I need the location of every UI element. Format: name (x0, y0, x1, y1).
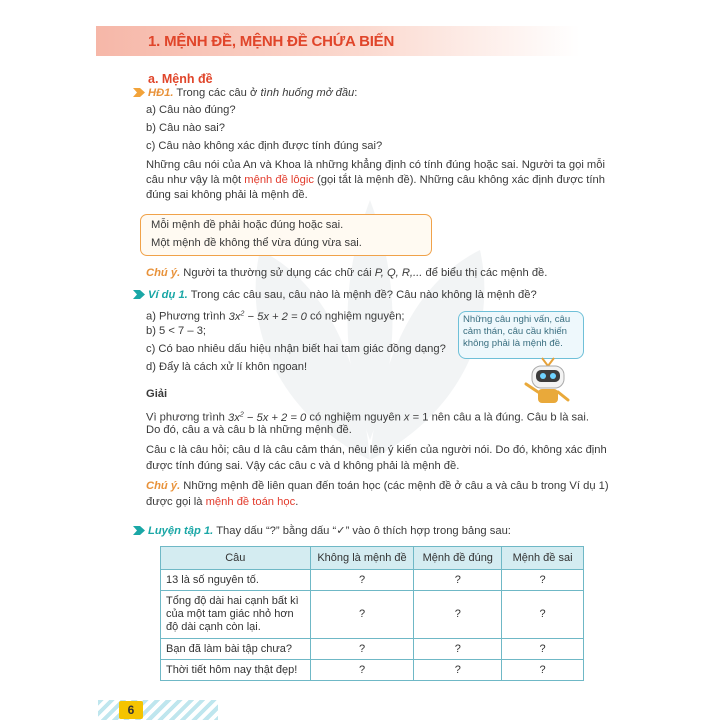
cell-answer[interactable]: ? (502, 591, 584, 639)
vd1-item-a: a) Phương trình $3x^2 - 5x + 2 = 0$ có nghiệm nguyên; (146, 310, 405, 323)
para1-line2: câu như vậy là một mệnh đề lôgic (gọi tắt là mệnh đề). Những câu không xác định được tính (146, 174, 605, 186)
col-header-khong-la-menh-de: Không là mệnh đề (310, 547, 414, 570)
practice-table (160, 546, 584, 681)
col-header-menh-de-dung: Mệnh đề đúng (414, 547, 502, 570)
solution-line3: Câu c là câu hỏi; câu d là câu cảm thán, nêu lên ý kiến của người nói. Do đó, không xác định (146, 444, 607, 456)
cell-answer[interactable]: ? (414, 591, 502, 639)
lt1-line: Luyện tập 1. Thay dấu “?” bằng dấu “✓” vào ô thích hợp trong bảng sau: (133, 524, 511, 539)
cell-cau: 13 là số nguyên tố. (161, 570, 311, 591)
para1-line1: Những câu nói của An và Khoa là những khẳng định có tính đúng hoặc sai. Người ta gọi mỗi (146, 159, 605, 171)
note2-tag: Chú ý. (146, 480, 181, 492)
robot-mascot-icon (518, 356, 578, 406)
hd1-question-c: c) Câu nào không xác định được tính đúng sai? (146, 140, 383, 152)
vd1-item-d: d) Đẩy là cách xử lí khôn ngoan! (146, 361, 308, 373)
cell-answer[interactable]: ? (310, 639, 414, 660)
cell-answer[interactable]: ? (414, 639, 502, 660)
cell-cau: Bạn đã làm bài tập chưa? (161, 639, 311, 660)
vd1-item-c: c) Có bao nhiêu dấu hiệu nhận biết hai tam giác đồng dạng? (146, 343, 446, 355)
page-footer-stripe (98, 700, 218, 720)
page-number: 6 (119, 701, 143, 719)
note1: Chú ý. Người ta thường sử dụng các chữ cái P, Q, R,... để biểu thị các mệnh đề. (146, 267, 548, 279)
solution-line2: Do đó, câu a và câu b là những mệnh đề. (146, 424, 352, 436)
hd1-intro: Trong các câu ở (176, 87, 258, 99)
section-subtitle: a. Mệnh đề (148, 72, 213, 86)
hd1-question-b: b) Câu nào sai? (146, 122, 225, 134)
activity-arrow-icon (133, 87, 145, 98)
cell-answer[interactable]: ? (502, 570, 584, 591)
cell-cau: Tổng độ dài hai cạnh bất kì của một tam giác nhỏ hơn độ dài cạnh còn lại. (161, 591, 311, 639)
solution-line1: Vì phương trình $3x^2 - 5x + 2 = 0$ có nghiệm nguyên x = 1 nên câu a là đúng. Câu b là sai. (146, 411, 589, 424)
cell-answer[interactable]: ? (310, 591, 414, 639)
col-header-cau: Câu (161, 547, 311, 570)
col-header-menh-de-sai: Mệnh đề sai (502, 547, 584, 570)
table-row (161, 591, 584, 639)
note2-line1: Chú ý. Những mệnh đề liên quan đến toán học (các mệnh đề ở câu a và câu b trong Ví dụ 1) (146, 480, 609, 492)
table-header-row (161, 547, 584, 570)
vd1-tag: Ví dụ 1. (148, 289, 188, 301)
example-arrow-icon (133, 289, 145, 300)
solution-line4: được tính đúng sai. Vậy các câu c và d không phải là mệnh đề. (146, 460, 460, 472)
cell-answer[interactable]: ? (414, 570, 502, 591)
term-menh-de-toan-hoc: mệnh đề toán học (205, 496, 296, 508)
bubble-text: Những câu nghi vấn, câu cảm thán, câu cầu khiến không phải là mệnh đề. (463, 314, 571, 349)
cell-answer[interactable]: ? (310, 660, 414, 681)
hd1-intro-italic: tình huống mở đầu (260, 87, 355, 99)
cell-answer[interactable]: ? (502, 639, 584, 660)
term-menh-de-logic: mệnh đề lôgic (244, 174, 314, 186)
note2-line2: được gọi là mệnh đề toán học. (146, 496, 299, 508)
lt1-tag: Luyện tập 1. (148, 525, 214, 537)
rule-line-2: Một mệnh đề không thể vừa đúng vừa sai. (151, 237, 362, 249)
page-title: 1. MỆNH ĐỀ, MỆNH ĐỀ CHỨA BIẾN (148, 33, 395, 50)
practice-arrow-icon (133, 525, 145, 536)
note1-tag: Chú ý. (146, 267, 181, 279)
table-row (161, 639, 584, 660)
hd1-line: HĐ1. Trong các câu ở tình huống mở đầu: (133, 86, 357, 101)
vd1-item-b: b) 5 < 7 – 3; (146, 325, 207, 337)
cell-answer[interactable]: ? (310, 570, 414, 591)
hd1-question-a: a) Câu nào đúng? (146, 104, 236, 116)
vd1-line: Ví dụ 1. Trong các câu sau, câu nào là mệnh đề? Câu nào không là mệnh đề? (133, 288, 537, 303)
para1-line3: đúng sai không phải là mệnh đề. (146, 189, 308, 201)
cell-answer[interactable]: ? (414, 660, 502, 681)
table-row (161, 570, 584, 591)
table-row (161, 660, 584, 681)
solution-heading: Giải (146, 388, 168, 400)
cell-cau: Thời tiết hôm nay thật đẹp! (161, 660, 311, 681)
rule-line-1: Mỗi mệnh đề phải hoặc đúng hoặc sai. (151, 219, 344, 231)
cell-answer[interactable]: ? (502, 660, 584, 681)
hd1-tag: HĐ1. (148, 87, 174, 99)
